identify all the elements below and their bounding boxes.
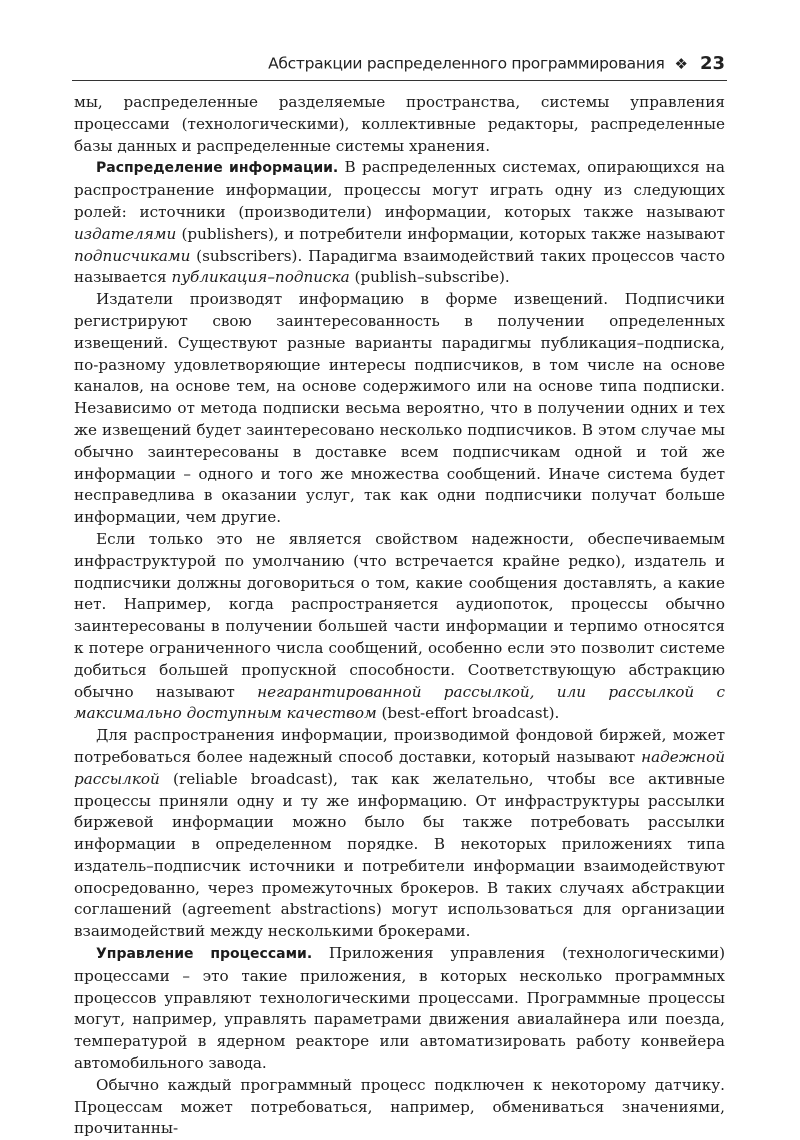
paragraph: Издатели производят информацию в форме извещений. Подписчики регистрируют свою заинтересованность в получении определенных извещений. Существуют разные варианты парадигмы публикация–подписка, по-разному удовлетворяющие интересы подписчиков, в том числе на основе каналов, на основе тем, на основе содержимого или на основе типа подписки. Независимо от метода подписки весьма вероятно, что в получении одних и тех же извещений будет заинтересовано несколько подписчиков. В этом случае мы обычно заинтересованы в доставке всем подписчикам одной и той же информации – одного и того же множества сообщений. Иначе система будет несправедлива в оказании услуг, так как одни подписчики получат больше информации, чем другие.: [74, 290, 725, 527]
section-heading: Управление процессами.: [96, 946, 313, 963]
page-number: 23: [699, 53, 725, 74]
term: издателями: [74, 224, 177, 243]
header-rule: [72, 80, 727, 81]
term: надежной рассылкой: [74, 747, 725, 788]
chapter-title: Абстракции распределенного программирования: [268, 54, 665, 73]
paragraph: Обычно каждый программный процесс подключен к некоторому датчику. Процессам может потребоваться, например, обмениваться значениями, прочитанны-: [74, 1075, 725, 1138]
term: негарантированной рассылкой, или рассылкой с максимально доступным качеством: [74, 682, 725, 723]
paragraph: Для распространения информации, производимой фондовой биржей, может потребоваться более надежный способ доставки, который называют надежной рассылкой (reliable broadcast), так как желательно, чтобы все активные процессы приняли одну и ту же информацию. От инфраструктуры рассылки биржевой информации можно было бы также потребовать рассылки информации в определенном порядке. В некоторых приложениях типа издатель–подписчик источники и потребители информации взаимодействуют опосредованно, через промежуточных брокеров. В таких случаях абстракции соглашений (agreement abstractions) могут использоваться для организации взаимодействий между несколькими брокерами.: [74, 726, 725, 941]
running-header: [240, 53, 725, 77]
term: публикация–подписка: [171, 268, 350, 287]
section-heading: Распределение информации.: [96, 160, 339, 177]
term: подписчиками: [74, 246, 191, 265]
paragraph: мы, распределенные разделяемые пространства, системы управления процессами (технологическими), коллективные редакторы, распределенные базы данных и распределенные системы хранения.: [74, 93, 725, 155]
diamond-separator-icon: ❖: [674, 54, 688, 73]
paragraph: Управление процессами. Приложения управления (технологическими) процессами – это такие приложения, в которых несколько программных процессов управляют технологическими процессами. Программные процессы могут, например, управлять параметрами движения авиалайнера или поезда, температурой в ядерном реакторе или автоматизировать работу конвейера автомобильного завода.: [74, 944, 725, 1073]
paragraph: Если только это не является свойством надежности, обеспечиваемым инфраструктурой по умолчанию (что встречается крайне редко), издатель и подписчики должны договориться о том, какие сообщения доставлять, а какие нет. Например, когда распространяется аудиопоток, процессы обычно заинтересованы в получении большей части информации и терпимо относятся к потере ограниченного числа сообщений, особенно если это позволит системе добиться большей пропускной способности. Соответствующую абстракцию обычно называют негарантированной рассылкой, или рассылкой с максимально доступным качеством (best-effort broadcast).: [74, 529, 725, 723]
paragraph: Распределение информации. В распределенных системах, опирающихся на распространение информации, процессы могут играть одну из следующих ролей: источники (производители) информации, которых также называют издателями (publishers), и потребители информации, которых также называют подписчиками (subscribers). Парадигма взаимодействий таких процессов часто называется публикация–подписка (publish–subscribe).: [74, 158, 725, 287]
body-text: [74, 92, 725, 1140]
